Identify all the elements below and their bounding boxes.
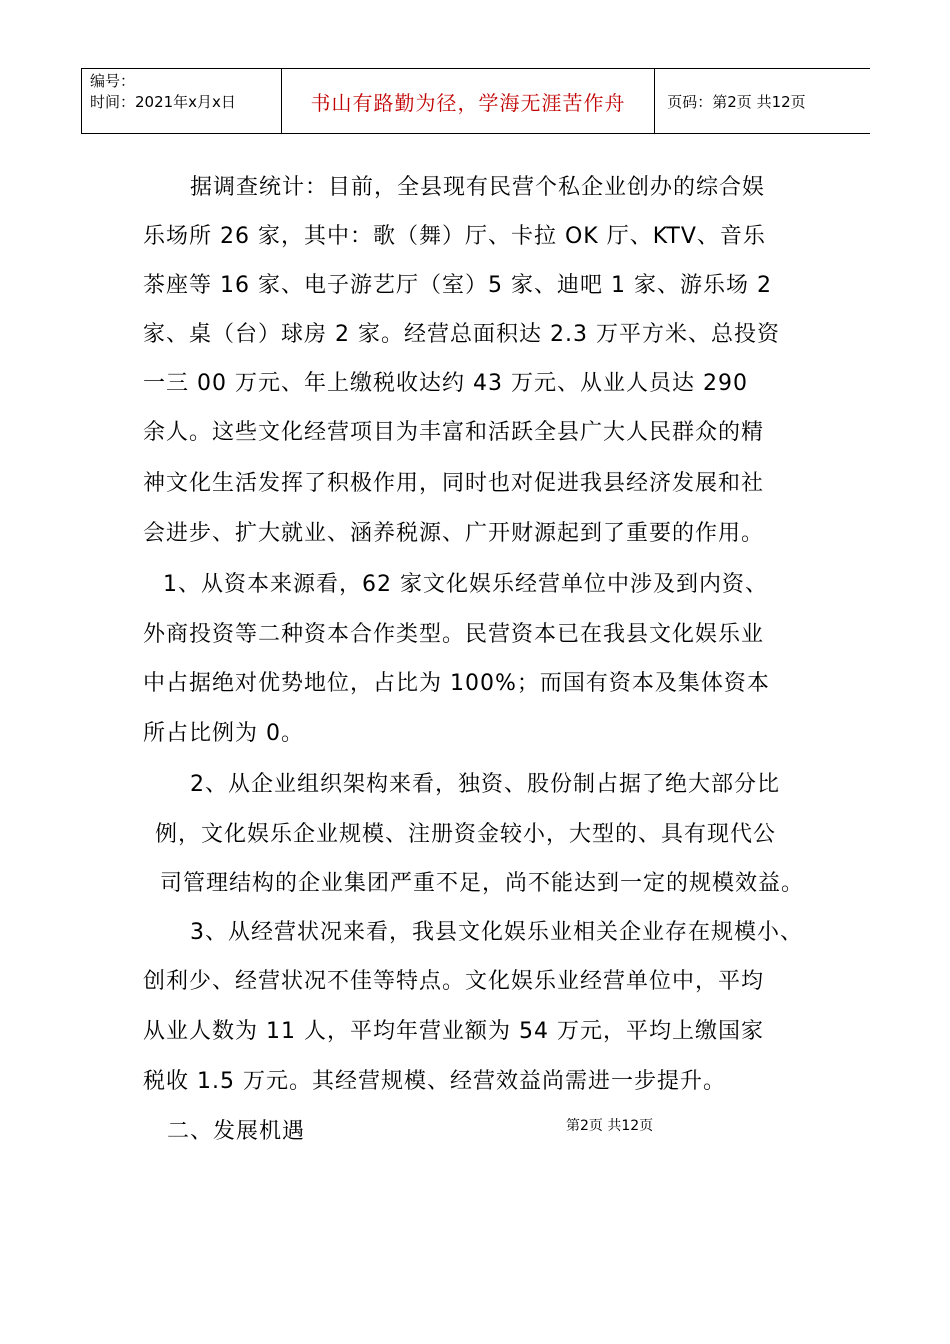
body-line: 会进步、扩大就业、涵养税源、广开财源起到了重要的作用。 — [143, 521, 765, 546]
body-line: 乐场所 26 家，其中：歌（舞）厅、卡拉 OK 厅、KTV、音乐 — [143, 224, 766, 249]
body-line: 外商投资等二种资本合作类型。民营资本已在我县文化娱乐业 — [143, 622, 765, 647]
body-line: 从业人数为 11 人，平均年营业额为 54 万元，平均上缴国家 — [143, 1019, 764, 1044]
body-line: 余人。这些文化经营项目为丰富和活跃全县广大人民群众的精 — [143, 420, 765, 445]
page-code: 页码：第2页 共12页 — [667, 92, 806, 111]
body-line: 创利少、经营状况不佳等特点。文化娱乐业经营单位中，平均 — [143, 969, 765, 994]
document-date: 时间：2021年x月x日 — [90, 93, 236, 111]
body-line: 司管理结构的企业集团严重不足，尚不能达到一定的规模效益。 — [160, 871, 805, 896]
body-line: 3、从经营状况来看，我县文化娱乐业相关企业存在规模小、 — [190, 920, 803, 945]
body-line: 一三 00 万元、年上缴税收达约 43 万元、从业人员达 290 — [143, 371, 748, 396]
body-line: 1、从资本来源看，62 家文化娱乐经营单位中涉及到内资、 — [163, 572, 768, 597]
motto-text: 书山有路勤为径，学海无涯苦作舟 — [310, 90, 626, 115]
body-line: 税收 1.5 万元。其经营规模、经营效益尚需进一步提升。 — [143, 1069, 726, 1094]
body-line: 所占比例为 0。 — [143, 721, 304, 746]
body-line: 2、从企业组织架构来看，独资、股份制占据了绝大部分比 — [190, 772, 780, 797]
body-line: 茶座等 16 家、电子游艺厅（室）5 家、迪吧 1 家、游乐场 2 — [143, 273, 772, 298]
section-heading: 二、发展机遇 — [167, 1119, 306, 1144]
body-line: 中占据绝对优势地位，占比为 100%；而国有资本及集体资本 — [143, 671, 770, 696]
body-line: 据调查统计：目前，全县现有民营个私企业创办的综合娱 — [190, 175, 766, 200]
body-line: 例，文化娱乐企业规模、注册资金较小，大型的、具有现代公 — [155, 822, 777, 847]
body-line: 家、桌（台）球房 2 家。经营总面积达 2.3 万平方米、总投资 — [143, 322, 780, 347]
body-line: 神文化生活发挥了积极作用，同时也对促进我县经济发展和社 — [143, 471, 765, 496]
document-number-label: 编号： — [90, 72, 136, 90]
page-footer: 第2页 共12页 — [566, 1118, 654, 1134]
